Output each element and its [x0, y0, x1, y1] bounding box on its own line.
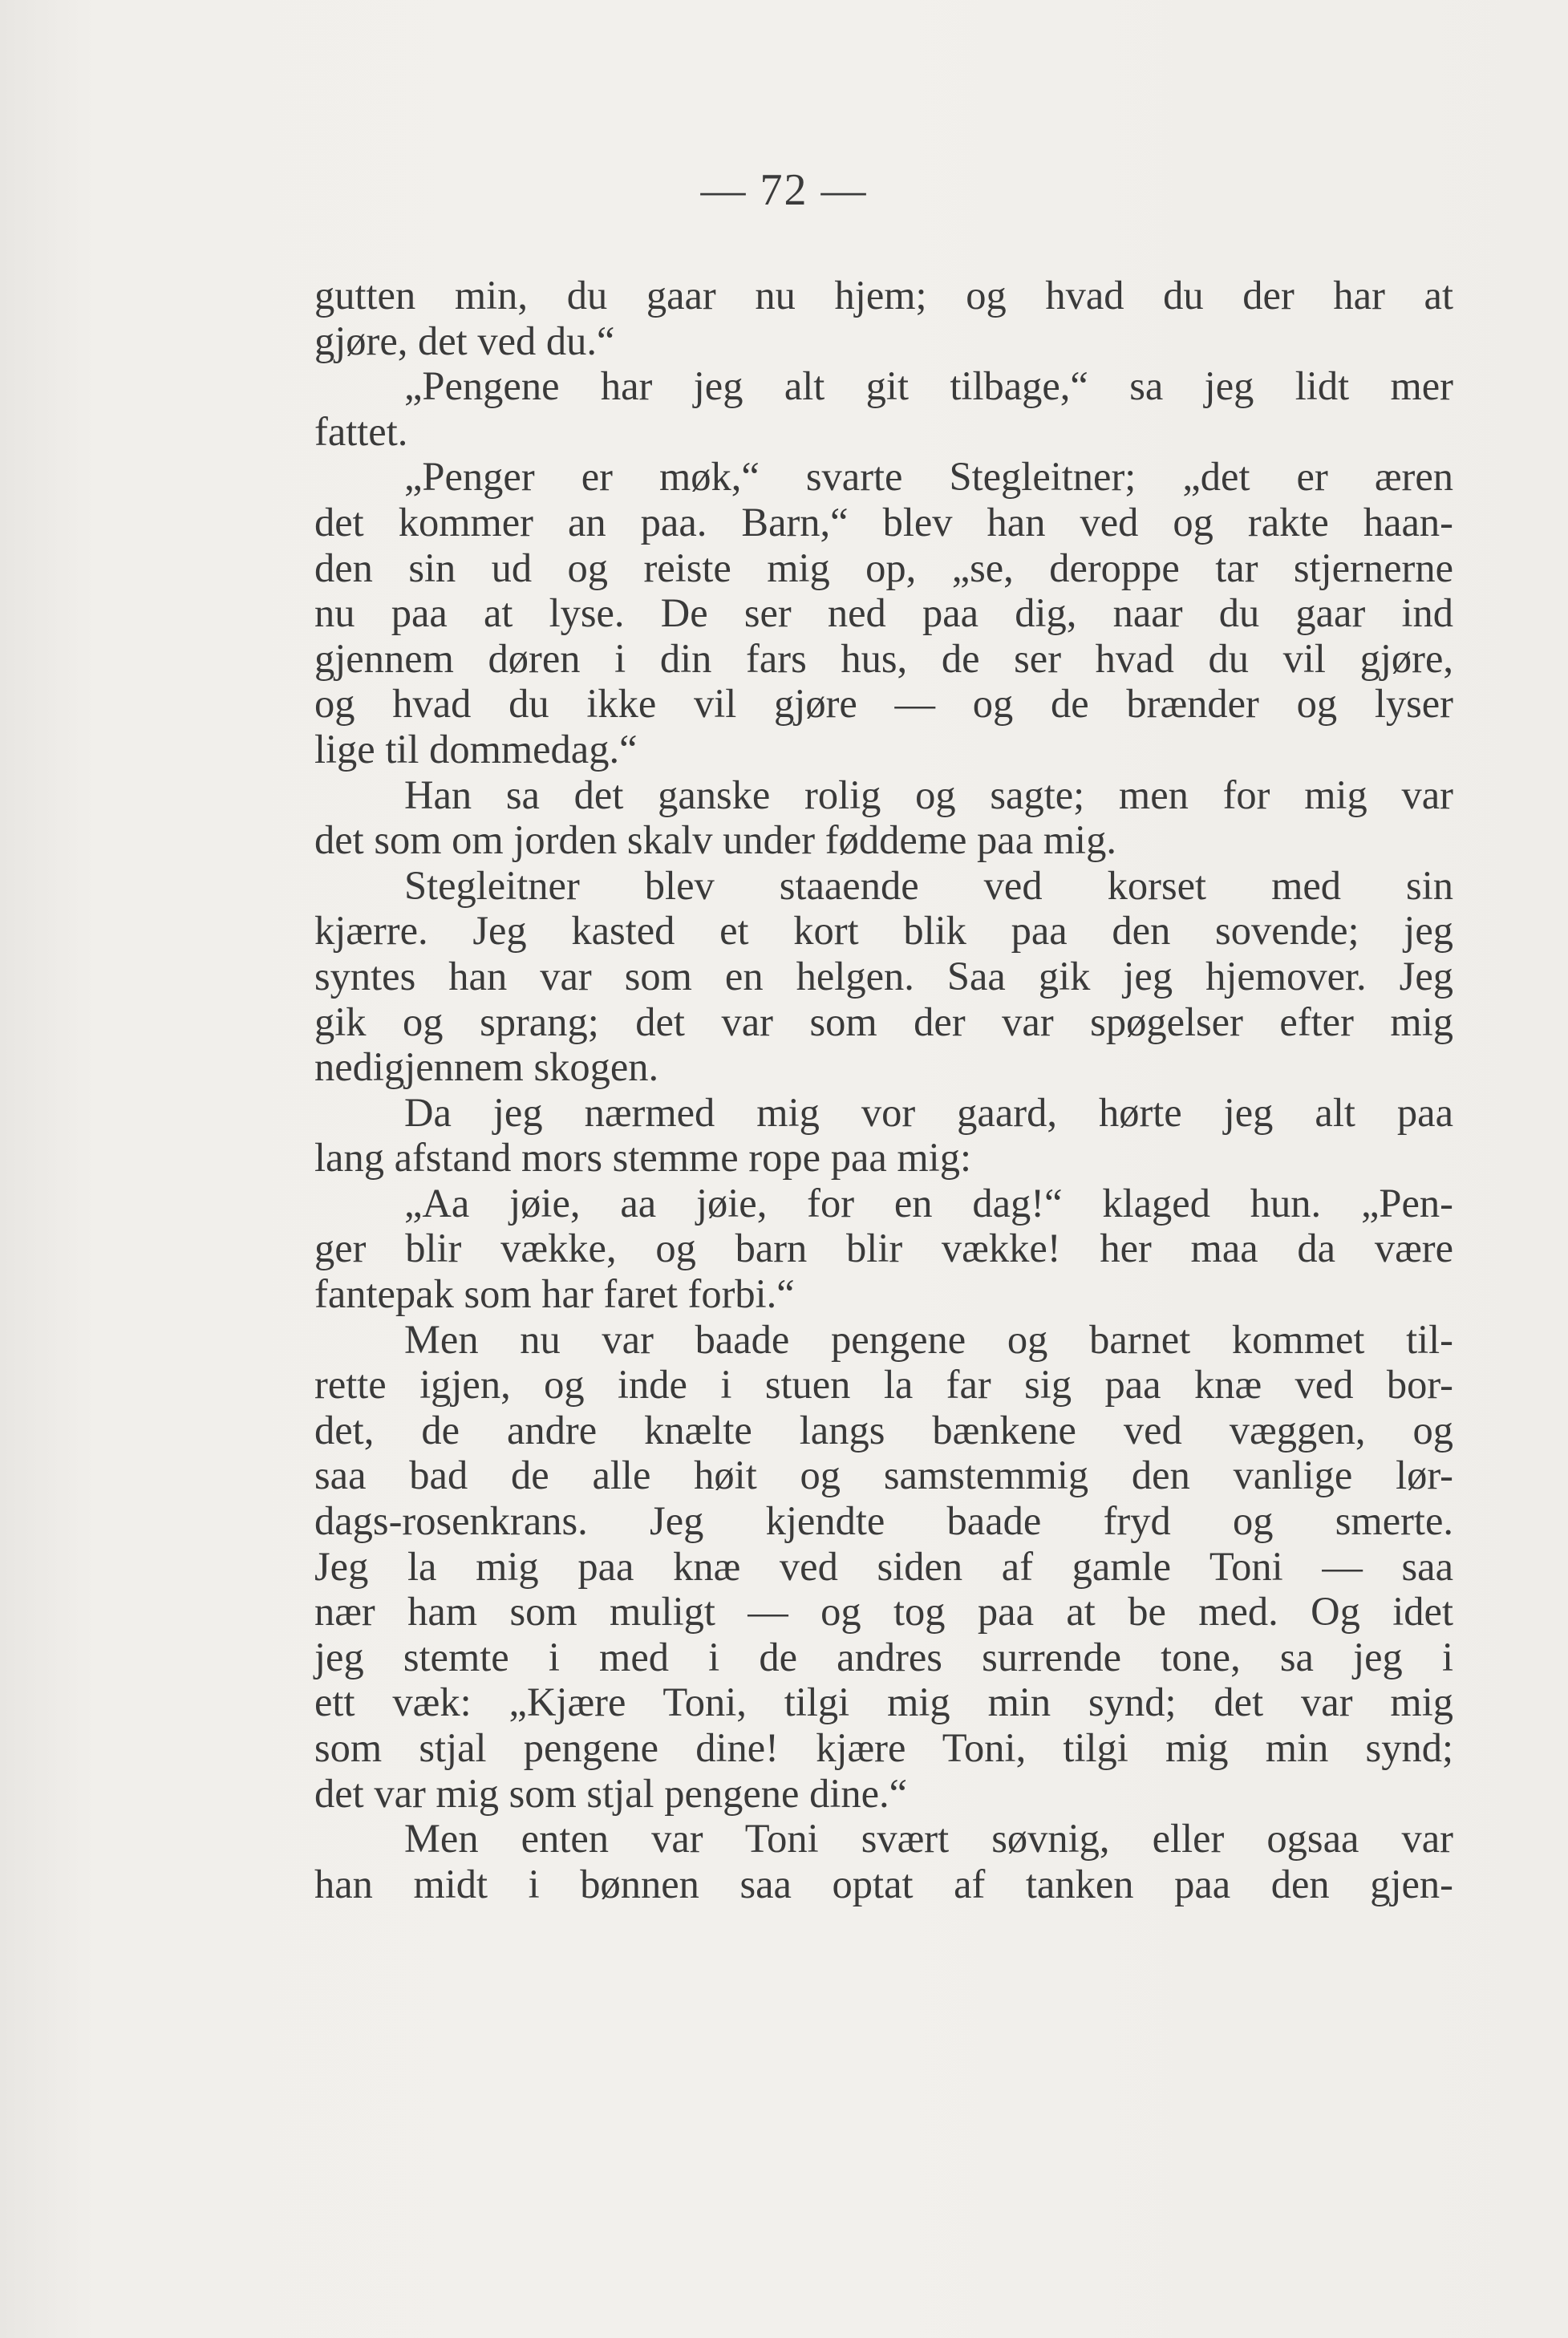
- text-line: dags-rosenkrans. Jeg kjendte baade fryd og smerte.: [314, 1498, 1453, 1544]
- text-line: gjøre, det ved du.“: [314, 318, 615, 363]
- text-line: han midt i bønnen saa optat af tanken paa den gjen-: [314, 1861, 1453, 1906]
- body-text: [314, 273, 1453, 1906]
- text-line: fattet.: [314, 408, 408, 454]
- text-line: gik og sprang; det var som der var spøgelser efter mig: [314, 999, 1453, 1044]
- page-number: — 72 —: [700, 165, 868, 215]
- text-line: saa bad de alle høit og samstemmig den vanlige lør-: [314, 1453, 1453, 1498]
- text-line: rette igjen, og inde i stuen la far sig paa knæ ved bor-: [314, 1362, 1453, 1408]
- text-line: Da jeg nærmed mig vor gaard, hørte jeg alt paa: [404, 1089, 1453, 1135]
- text-line: og hvad du ikke vil gjøre — og de brænder og lyser: [314, 681, 1453, 727]
- text-line: lang afstand mors stemme rope paa mig:: [314, 1135, 971, 1181]
- text-line: Men enten var Toni svært søvnig, eller ogsaa var: [404, 1816, 1453, 1862]
- text-line: gutten min, du gaar nu hjem; og hvad du der har at: [314, 273, 1453, 318]
- text-line: „Penger er møk,“ svarte Stegleitner; „det er æren: [404, 454, 1453, 500]
- text-line: „Aa jøie, aa jøie, for en dag!“ klaged hun. „Pen-: [404, 1180, 1453, 1226]
- text-line: ett væk: „Kjære Toni, tilgi mig min synd; det var mig: [314, 1680, 1453, 1725]
- text-line: Stegleitner blev staaende ved korset med sin: [404, 862, 1453, 908]
- text-line: jeg stemte i med i de andres surrende tone, sa jeg i: [314, 1634, 1453, 1680]
- text-line: Men nu var baade pengene og barnet kommet til-: [404, 1316, 1453, 1362]
- text-line: nedigjennem skogen.: [314, 1044, 659, 1090]
- text-line: fantepak som har faret forbi.“: [314, 1271, 795, 1317]
- text-line: den sin ud og reiste mig op, „se, deroppe tar stjernerne: [314, 545, 1453, 590]
- text-line: ger blir vække, og barn blir vække! her maa da være: [314, 1226, 1453, 1271]
- text-line: som stjal pengene dine! kjære Toni, tilgi mig min synd;: [314, 1725, 1453, 1770]
- text-line: lige til dommedag.“: [314, 726, 638, 772]
- text-line: kjærre. Jeg kasted et kort blik paa den sovende; jeg: [314, 908, 1453, 954]
- text-line: Han sa det ganske rolig og sagte; men for mig var: [404, 772, 1453, 817]
- text-line: det kommer an paa. Barn,“ blev han ved og rakte haan-: [314, 499, 1453, 545]
- text-line: nær ham som muligt — og tog paa at be med. Og idet: [314, 1589, 1453, 1635]
- text-line: Jeg la mig paa knæ ved siden af gamle Toni — saa: [314, 1543, 1453, 1589]
- text-line: det var mig som stjal pengene dine.“: [314, 1770, 908, 1816]
- text-line: „Pengene har jeg alt git tilbage,“ sa jeg lidt mer: [404, 363, 1453, 409]
- text-line: det som om jorden skalv under føddeme paa mig.: [314, 817, 1116, 863]
- text-line: nu paa at lyse. De ser ned paa dig, naar du gaar ind: [314, 590, 1453, 636]
- text-line: det, de andre knælte langs bænkene ved væggen, og: [314, 1407, 1453, 1453]
- text-line: syntes han var som en helgen. Saa gik jeg hjemover. Jeg: [314, 953, 1453, 999]
- text-line: gjennem døren i din fars hus, de ser hvad du vil gjøre,: [314, 635, 1453, 681]
